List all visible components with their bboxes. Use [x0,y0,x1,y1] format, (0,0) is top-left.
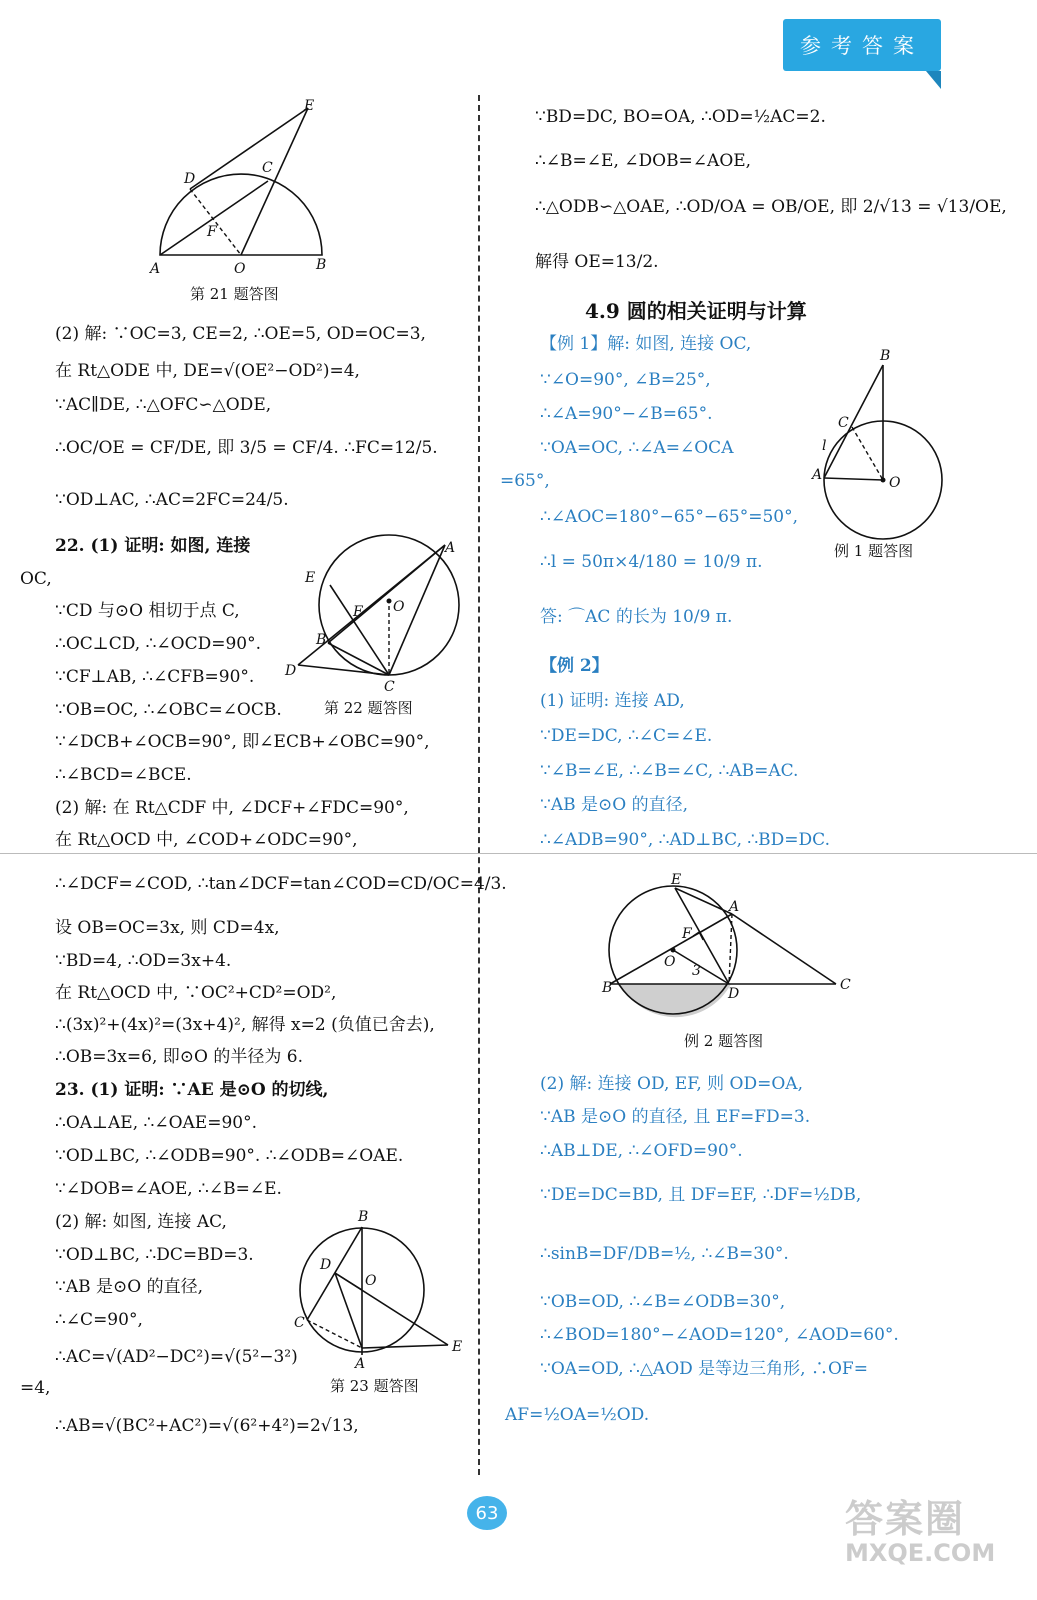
fig21-label: O [234,261,246,277]
left-line: 在 Rt△OCD 中, ∵OC²+CD²=OD², [55,983,337,1003]
left-line: ∴AB=√(BC²+AC²)=√(6²+4²)=2√13, [55,1416,359,1436]
fig22-label: F [353,604,363,620]
left-line: ∵CF⊥AB, ∴∠CFB=90°. [55,667,255,687]
fig23-label: D [320,1257,332,1273]
right-line: ∵AB 是⊙O 的直径, [540,795,688,815]
ex2-shaded-segment [620,984,731,1017]
fig21-label: A [150,261,161,277]
fig23-label: C [294,1315,305,1331]
page-fold-line [0,853,1037,854]
fig21-label: C [262,160,273,176]
ex1-line-CO [852,427,883,480]
right-line: ∵OA=OD, ∴△AOD 是等边三角形, ∴OF= [540,1359,868,1379]
ex2-label: E [671,872,682,888]
right-line: ∴∠A=90°−∠B=65°. [540,404,713,424]
fig21-caption: 第 21 题答图 [190,285,279,303]
fig22-diagram [285,525,465,700]
right-line: 答: ⌒AC 的长为 10/9 π. [540,607,733,627]
fig22-label: O [393,599,405,615]
left-line: 23. (1) 证明: ∵AE 是⊙O 的切线, [55,1080,329,1100]
fig22-label: A [445,540,456,556]
watermark-main: 答案圈 [845,1497,966,1541]
ex1-label: C [838,415,849,431]
right-line: ∵∠O=90°, ∠B=25°, [540,370,711,390]
fig21-diagram [150,95,330,275]
column-divider [478,95,480,1475]
left-line: ∵AC∥DE, ∴△OFC∽△ODE, [55,395,272,415]
left-line: ∴∠BCD=∠BCE. [55,765,192,785]
fig21-label: F [207,224,217,240]
right-line: ∴AB⊥DE, ∴∠OFD=90°. [540,1141,743,1161]
right-line: 【例 1】解: 如图, 连接 OC, [540,334,752,354]
section-title: 4.9 圆的相关证明与计算 [585,299,807,323]
left-line: ∵OD⊥AC, ∴AC=2FC=24/5. [55,490,289,510]
ex2-label: B [602,980,613,996]
right-line: ∵∠B=∠E, ∴∠B=∠C, ∴AB=AC. [540,761,799,781]
right-line: ∵BD=DC, BO=OA, ∴OD=½AC=2. [535,107,826,127]
ex2-caption: 例 2 题答图 [684,1032,764,1050]
header-tab-corner [926,71,941,89]
fig23-caption: 第 23 题答图 [330,1377,419,1395]
left-line: (2) 解: 如图, 连接 AC, [55,1212,227,1232]
left-line: ∵CD 与⊙O 相切于点 C, [55,601,240,621]
watermark [845,1488,995,1567]
fig23-label: E [452,1339,463,1355]
left-line: ∵OD⊥BC, ∴DC=BD=3. [55,1245,254,1265]
right-line: ∴∠ADB=90°, ∴AD⊥BC, ∴BD=DC. [540,830,830,850]
fig21-label: B [316,257,327,273]
fig23-line-AE [362,1345,448,1348]
ex1-label: O [889,475,901,491]
right-line: ∵AB 是⊙O 的直径, 且 EF=FD=3. [540,1107,811,1127]
ex2-diagram [598,870,858,1020]
ex2-label: 3 [692,963,701,979]
left-line: ∵OB=OC, ∴∠OBC=∠OCB. [55,700,282,720]
page-number: 63 [467,1496,507,1530]
right-line: ∴sinB=DF/DB=½, ∴∠B=30°. [540,1244,789,1264]
ex2-center [671,948,676,953]
left-line: ∴OB=3x=6, 即⊙O 的半径为 6. [55,1047,303,1067]
ex2-line-AD [729,914,732,984]
fig22-label: D [285,663,297,679]
ex2-line-EA [675,888,732,914]
left-line: ∴OC/OE = CF/DE, 即 3/5 = CF/4. ∴FC=12/5. [55,438,438,458]
ex1-line-AO [824,478,883,480]
right-line: ∵OA=OC, ∴∠A=∠OCA [540,438,734,458]
fig21-line-DO [190,189,241,255]
right-line: (2) 解: 连接 OD, EF, 则 OD=OA, [540,1074,803,1094]
left-line: 设 OB=OC=3x, 则 CD=4x, [55,918,280,938]
left-line: ∴OC⊥CD, ∴∠OCD=90°. [55,634,262,654]
fig23-diagram [290,1205,470,1380]
ex2-label: A [729,899,740,915]
ex2-label: C [840,977,851,993]
left-line: OC, [20,569,52,589]
ex1-label: l [822,438,827,454]
ex1-center [881,478,886,483]
fig22-label: B [316,632,327,648]
fig22-label: C [384,679,395,695]
watermark-site: MXQE.COM [845,1539,996,1567]
right-line: ∴∠BOD=180°−∠AOD=120°, ∠AOD=60°. [540,1325,899,1345]
ex2-label: F [682,926,692,942]
left-line: (2) 解: ∵OC=3, CE=2, ∴OE=5, OD=OC=3, [55,324,426,344]
fig22-line-BC [328,643,389,675]
ex1-label: A [812,467,823,483]
fig22-center [387,599,392,604]
right-line: 【例 2】 [540,656,609,676]
fig23-label: O [365,1273,377,1289]
answer-header-tab: 参考答案 [783,19,941,71]
ex2-label: O [664,954,676,970]
fig22-caption: 第 22 题答图 [324,699,413,717]
right-line: ∵DE=DC, ∴∠C=∠E. [540,726,713,746]
ex1-label: B [880,348,891,364]
right-line: ∵OB=OD, ∴∠B=∠ODB=30°, [540,1292,786,1312]
right-line: ∴△ODB∽△OAE, ∴OD/OA = OB/OE, 即 2/√13 = √13/OE, [535,197,1007,217]
fig21-line-AC [160,181,268,255]
ex2-label: D [728,986,740,1002]
left-line: ∵BD=4, ∴OD=3x+4. [55,951,232,971]
left-line: ∵OD⊥BC, ∴∠ODB=90°. ∴∠ODB=∠OAE. [55,1146,404,1166]
ex2-line-OD [673,950,729,984]
right-line: (1) 证明: 连接 AD, [540,691,685,711]
ex1-diagram [810,345,950,535]
left-line: 在 Rt△ODE 中, DE=√(OE²−OD²)=4, [55,361,360,381]
left-line: ∴OA⊥AE, ∴∠OAE=90°. [55,1113,257,1133]
left-line: ∴∠DCF=∠COD, ∴tan∠DCF=tan∠COD=CD/OC=4/3. [55,874,507,894]
fig22-circle [319,535,459,675]
right-line: ∵DE=DC=BD, 且 DF=EF, ∴DF=½DB, [540,1185,862,1205]
fig21-label: E [304,98,315,114]
left-line: ∵∠DOB=∠AOE, ∴∠B=∠E. [55,1179,282,1199]
right-line: ∴l = 50π×4/180 = 10/9 π. [540,552,763,572]
ex1-caption: 例 1 题答图 [834,542,914,560]
fig23-line-DE [335,1273,448,1345]
right-line: 解得 OE=13/2. [535,252,659,272]
right-line: =65°, [500,471,550,491]
left-line: ∵AB 是⊙O 的直径, [55,1277,203,1297]
left-line: (2) 解: 在 Rt△CDF 中, ∠DCF+∠FDC=90°, [55,798,409,818]
fig23-label: A [355,1356,366,1372]
fig22-label: E [305,570,316,586]
left-line: ∴(3x)²+(4x)²=(3x+4)², 解得 x=2 (负值已舍去), [55,1015,435,1035]
fig23-label: B [358,1209,369,1225]
left-line: 在 Rt△OCD 中, ∠COD+∠ODC=90°, [55,830,358,850]
right-line: ∴∠B=∠E, ∠DOB=∠AOE, [535,151,752,171]
ex2-line-AC [732,914,836,984]
fig21-label: D [184,171,196,187]
left-line: ∴∠C=90°, [55,1310,143,1330]
left-line: =4, [20,1378,51,1398]
right-line: AF=½OA=½OD. [505,1405,650,1425]
fig22-line-DC [298,665,389,675]
left-line: ∴AC=√(AD²−DC²)=√(5²−3²) [55,1347,298,1367]
left-line: ∵∠DCB+∠OCB=90°, 即∠ECB+∠OBC=90°, [55,732,430,752]
left-line: 22. (1) 证明: 如图, 连接 [55,536,251,556]
right-line: ∴∠AOC=180°−65°−65°=50°, [540,507,799,527]
